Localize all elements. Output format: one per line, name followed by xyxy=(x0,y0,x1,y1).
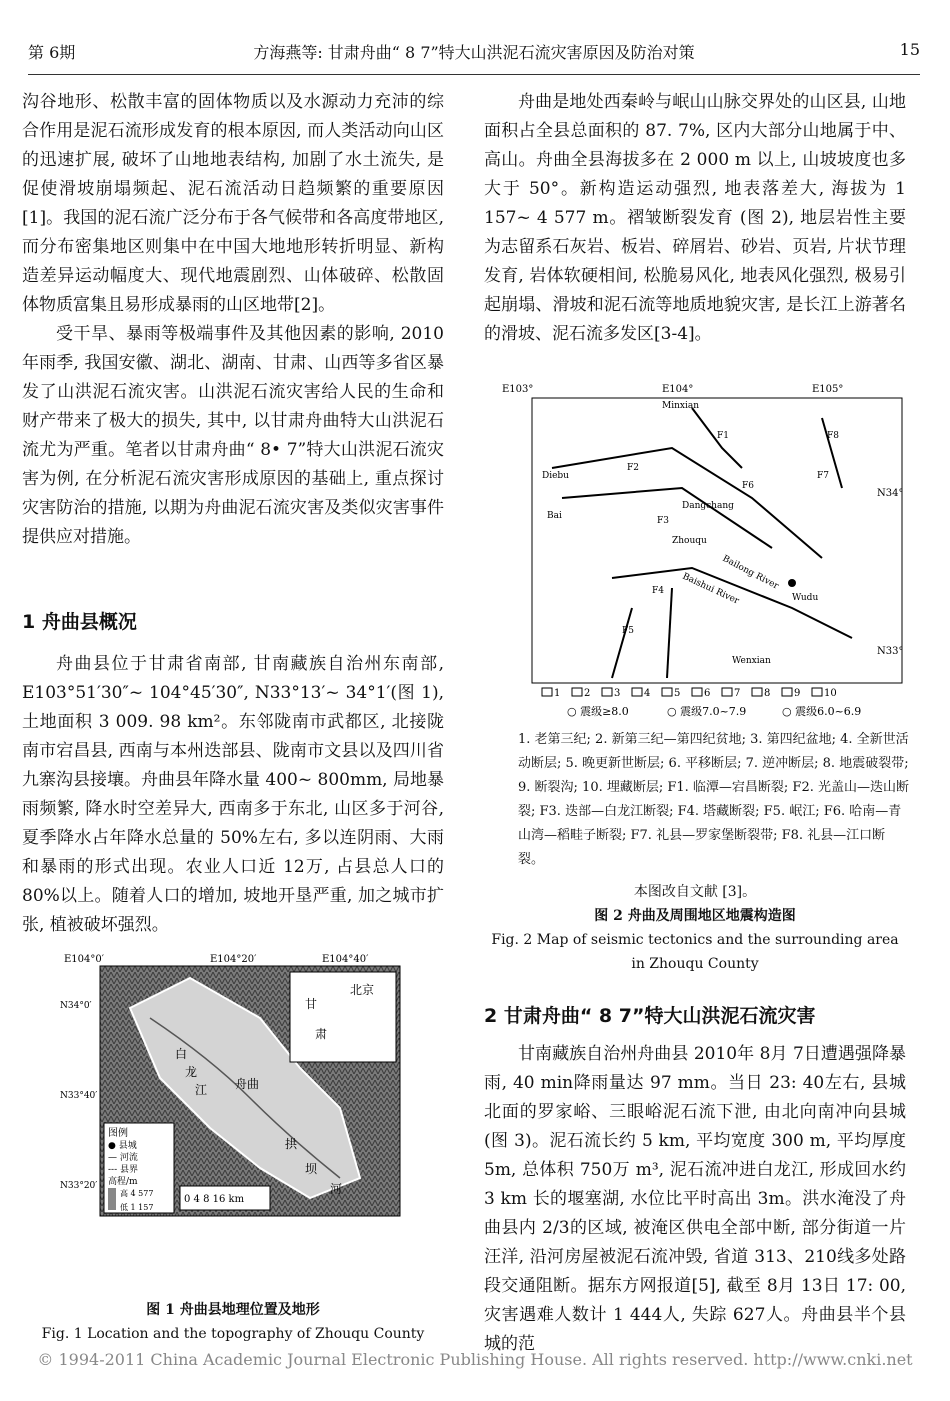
right-paragraph-1: 舟曲是地处西秦岭与岷山山脉交界处的山区县, 山地面积占全县总面积的 87. 7%, 区内大部分山地属于中、高山。舟曲全县海拔多在 2 000 m 以上, 山坡坡度也多大于 50°。新构造运动强烈, 地表落差大, 海拔为 1 157~ 4 577 m。褶皱断裂发育 (图 2), 地层岩性主要为志留系石灰岩、板岩、碎屑岩、砂岩、页岩, 片状节理发育, 岩体软硬相间, 松脆易风化, 地表风化强烈, 极易引起崩塌、滑坡和泥石流等地质地貌灾害, 是长江上游著名的滑坡、泥石流多发区[3-4]。 xyxy=(484,92,906,344)
fig2-legend-9: 9 xyxy=(794,688,801,699)
fig2-quake-1: ○ 震级≥8.0 xyxy=(567,705,629,718)
fig2-lon-1: E103° xyxy=(502,384,534,395)
fig2-legend-2: 2 xyxy=(584,688,591,699)
fig1-legend-3: --- 县界 xyxy=(108,1165,138,1175)
fig2-quake-2: ○ 震级7.0~7.9 xyxy=(667,705,747,718)
fig1-legend-2: — 河流 xyxy=(108,1153,138,1163)
running-title: 方海燕等: 甘肃舟曲“ 8 7”特大山洪泥石流灾害原因及防治对策 xyxy=(253,43,695,62)
fig2-legend-7: 7 xyxy=(734,688,741,699)
fig1-lon-1: E104°0′ xyxy=(64,954,105,965)
fig1-scale: 0 4 8 16 km xyxy=(184,1194,245,1205)
figure-1-caption-cn: 图 1 舟曲县地理位置及地形 xyxy=(146,1302,320,1318)
fig1-elev-high: 高 4 577 xyxy=(120,1189,154,1198)
fig1-map-label-1: 白 xyxy=(175,1047,188,1061)
fig2-fault-3: F3 xyxy=(657,516,669,526)
fig1-lon-2: E104°20′ xyxy=(210,954,257,965)
figure-2-notes xyxy=(518,728,910,872)
fig2-place-1: Minxian xyxy=(662,401,700,411)
fig1-lat-1: N34°0′ xyxy=(60,1001,92,1011)
fig2-place-6: Wudu xyxy=(792,593,819,603)
left-paragraph-1: 沟谷地形、松散丰富的固体物质以及水源动力充沛的综合作用是泥石流形成发育的根本原因, 而人类活动向山区的迅速扩展, 破坏了山地地表结构, 加剧了水土流失, 是促使滑坡崩塌频起、泥石流活动日趋频繁的重要原因[1]。我国的泥石流广泛分布于各气候带和各高度带地区, 而分布密集地区则集中在中国大地地形转折明显、新构造差异运动幅度大、现代地震剧烈、山体破碎、松散固体物质富集且易形成暴雨的山区地带[2]。 xyxy=(22,92,444,315)
fig2-fault-7: F7 xyxy=(817,471,829,481)
header-rule xyxy=(28,74,920,75)
fig1-lat-2: N33°40′ xyxy=(60,1091,98,1101)
figure-2-caption-en: Fig. 2 Map of seismic tectonics and the surrounding area in Zhouqu County xyxy=(491,932,899,972)
fig2-fault-8: F8 xyxy=(827,431,839,441)
fig2-lat-2: N33° xyxy=(877,646,904,657)
fig1-inset-2: 肃 xyxy=(315,1027,328,1041)
fig2-legend-6: 6 xyxy=(704,688,711,699)
fig2-river-1: Bailong River xyxy=(720,553,780,592)
fig1-map-label-2: 龙 xyxy=(185,1065,198,1079)
figure-1-map xyxy=(60,948,420,1248)
left-paragraph-3: 舟曲县位于甘肃省南部, 甘南藏族自治州东南部, E103°51′30″~ 104°45′30″, N33°13′~ 34°1′(图 1), 土地面积 3 009. 98 km²。东邻陇南市武都区, 北接陇南市宕昌县, 西南与本州迭部县、陇南市文县以及四川省九寨沟县接壤。舟曲县年降水量 400~ 800mm, 局地暴雨频繁, 降水时空差异大, 西南多于东北, 山区多于河谷, 夏季降水占年降水总量的 50%左右, 多以连阴雨、大雨和暴雨的形式出现。农业人口近 12万, 占县总人口的 80%以上。随着人口的增加, 坡地开垦严重, 加之城市扩张, 植被破坏强烈。 xyxy=(22,654,444,935)
fig1-elev-low: 低 1 157 xyxy=(120,1203,154,1212)
section-2-title: 2 甘肃舟曲“ 8 7”特大山洪泥石流灾害 xyxy=(484,1005,816,1027)
fig2-legend-3: 3 xyxy=(614,688,621,699)
fig1-inset-3: 北京 xyxy=(350,983,375,997)
fig1-elev-title: 高程/m xyxy=(108,1177,138,1187)
fig1-map-label-3: 江 xyxy=(195,1083,208,1097)
figure-2-legend-notes: 1. 老第三纪; 2. 新第三纪—第四纪贫地; 3. 第四纪盆地; 4. 全新世活动断层; 5. 晚更新世断层; 6. 平移断层; 7. 逆冲断层; 8. 地震破裂带; 9. 断裂沟; 10. 埋藏断层; F1. 临潭—宕昌断裂; F2. 光盖山—迭山断裂; F3. 迭部—白龙江断裂; F4. 塔藏断裂; F5. 岷江; F6. 哈南—青山湾—稻畦子断裂; F7. 礼县—罗家堡断裂带; F8. 礼县—江口断裂。 xyxy=(518,732,909,867)
fig2-fault-4: F4 xyxy=(652,586,664,596)
page-footer: © 1994-2011 China Academic Journal Electronic Publishing House. All rights reserved. http://www.cnki.net xyxy=(37,1350,913,1369)
left-column-bottom xyxy=(22,650,444,940)
issue-number: 第 6期 xyxy=(28,43,76,62)
fig2-quake-3: ○ 震级6.0~6.9 xyxy=(782,705,862,718)
fig2-legend-4: 4 xyxy=(644,688,651,699)
fig2-place-5: Zhouqu xyxy=(672,536,707,546)
figure-2-caption-cn: 图 2 舟曲及周围地区地震构造图 xyxy=(594,908,796,924)
page-header xyxy=(28,40,920,70)
fig1-map-label-5: 拱 xyxy=(285,1137,298,1151)
fig2-fault-1: F1 xyxy=(717,431,729,441)
fig1-map-label-6: 坝 xyxy=(305,1162,318,1176)
fig1-legend-title: 图例 xyxy=(108,1128,128,1139)
fig2-river-2: Baishui River xyxy=(680,571,741,607)
fig2-legend-8: 8 xyxy=(764,688,771,699)
fig2-fault-5: F5 xyxy=(622,626,634,636)
fig2-legend-1: 1 xyxy=(554,688,561,699)
fig2-legend-10: 10 xyxy=(824,688,837,699)
fig2-legend-5: 5 xyxy=(674,688,681,699)
figure-2-caption xyxy=(484,880,906,976)
fig2-place-3: Dangchang xyxy=(682,501,734,511)
fig2-lon-3: E105° xyxy=(812,384,844,395)
fig2-fault-2: F2 xyxy=(627,463,639,473)
fig2-place-4: Bai xyxy=(547,511,562,521)
fig2-place-2: Diebu xyxy=(542,471,569,481)
fig1-lon-3: E104°40′ xyxy=(322,954,369,965)
left-column-top xyxy=(22,88,444,552)
fig1-map-label-7: 河 xyxy=(330,1182,343,1196)
fig1-inset-1: 甘 xyxy=(305,997,318,1011)
fig1-legend-1: ● 县城 xyxy=(108,1141,137,1151)
fig2-place-7: Wenxian xyxy=(732,656,771,666)
figure-2-map xyxy=(492,378,910,723)
figure-1-caption xyxy=(22,1298,444,1346)
figure-2-source: 本图改自文献 [3]。 xyxy=(633,884,757,900)
right-column-bottom xyxy=(484,1040,906,1359)
fig2-lat-1: N34° xyxy=(877,488,904,499)
right-column-top xyxy=(484,88,906,349)
figure-1-caption-en: Fig. 1 Location and the topography of Zhouqu County xyxy=(41,1326,425,1342)
left-paragraph-2: 受干旱、暴雨等极端事件及其他因素的影响, 2010年雨季, 我国安徽、湖北、湖南、甘肃、山西等多省区暴发了山洪泥石流灾害。山洪泥石流灾害给人民的生命和财产带来了极大的损失, 其中, 以甘肃舟曲特大山洪泥石流尤为严重。笔者以甘肃舟曲“ 8• 7”特大山洪泥石流灾害为例, 在分析泥石流灾害形成原因的基础上, 重点探讨灾害防治的措施, 以期为舟曲泥石流灾害及类似灾害事件提供应对措施。 xyxy=(22,324,444,547)
fig2-fault-6: F6 xyxy=(742,481,754,491)
section-1-title: 1 舟曲县概况 xyxy=(22,611,137,633)
fig1-map-label-4: 舟曲 xyxy=(235,1077,260,1091)
right-paragraph-2: 甘南藏族自治州舟曲县 2010年 8月 7日遭遇强降暴雨, 40 min降雨量达 97 mm。当日 23: 40左右, 县城北面的罗家峪、三眼峪泥石流下泄, 由北向南冲向县城 (图 3)。泥石流长约 5 km, 平均宽度 300 m, 平均厚度 5m, 总体积 750万 m³, 泥石流冲进白龙江, 形成回水约 3 km 长的堰塞湖, 水位比平时高出 3m。洪水淹没了舟曲县内 2/3的区域, 被淹区供电全部中断, 部分街道一片汪洋, 沿河房屋被泥石流冲毁, 省道 313、210线多处路段交通阻断。据东方网报道[5], 截至 8月 13日 17: 00, 灾害遇难人数计 1 444人, 失踪 627人。舟曲县半个县城的范 xyxy=(484,1044,906,1354)
fig2-lon-2: E104° xyxy=(662,384,694,395)
page-number: 15 xyxy=(899,40,920,59)
fig1-lat-3: N33°20′ xyxy=(60,1181,98,1191)
